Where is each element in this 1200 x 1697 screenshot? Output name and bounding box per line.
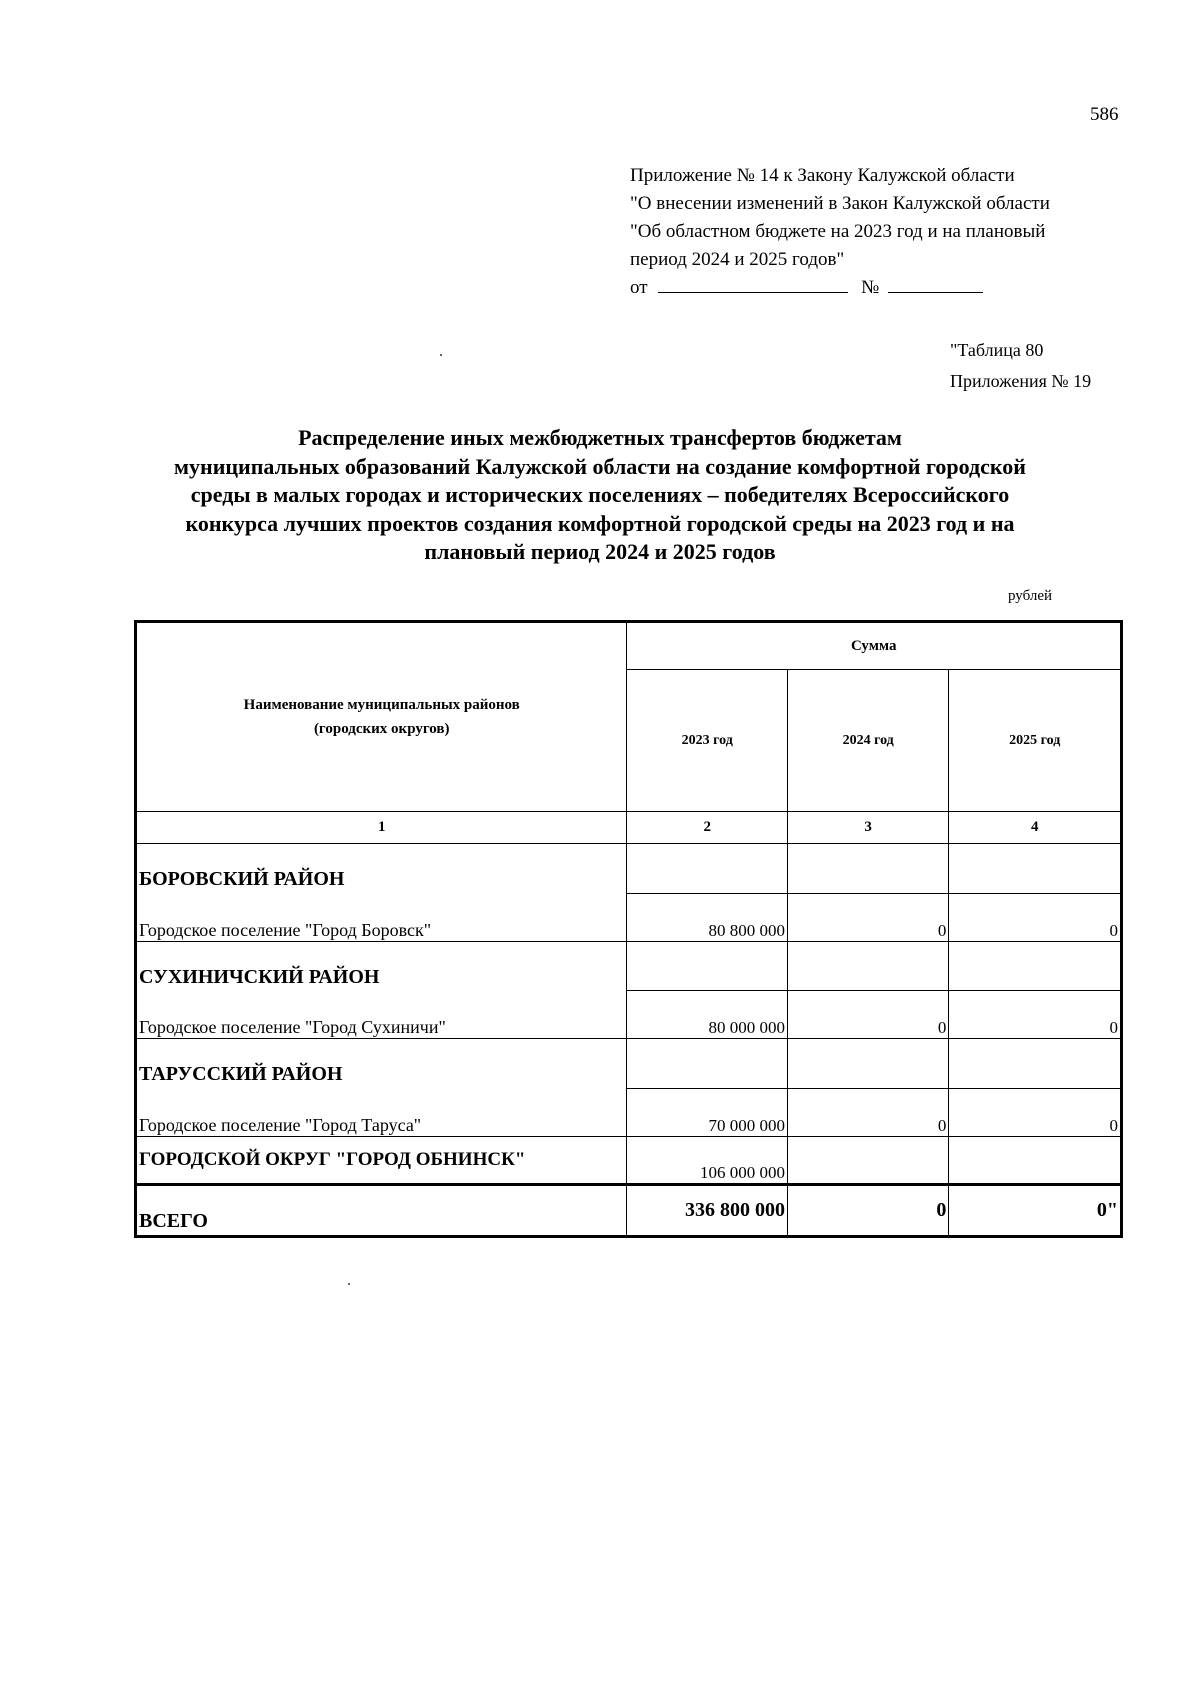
header-name-line2: (городских округов)	[313, 721, 450, 737]
appendix-line: "О внесении изменений в Закон Калужской области	[630, 193, 1050, 214]
region-row	[136, 844, 1122, 894]
table-row	[136, 1088, 1122, 1136]
table-row	[136, 991, 1122, 1039]
number-label: №	[861, 277, 880, 298]
date-label: от	[630, 277, 648, 298]
value-2023: 70 000 000	[627, 1088, 787, 1136]
settlement-name: Городское поселение "Город Сухиничи"	[136, 991, 627, 1039]
scan-speck	[440, 354, 442, 356]
empty-cell	[949, 844, 1122, 894]
header-row	[136, 622, 1122, 670]
table-row	[136, 1136, 1122, 1184]
header-sum: Сумма	[627, 622, 1122, 670]
value-2025: 0	[949, 991, 1122, 1039]
appendix-line: период 2024 и 2025 годов"	[630, 249, 845, 270]
value-2024: 0	[787, 893, 948, 941]
empty-cell	[787, 941, 948, 991]
value-2025: 0	[949, 893, 1122, 941]
date-blank	[658, 274, 848, 293]
empty-cell	[627, 941, 787, 991]
settlement-name: Городское поселение "Город Боровск"	[136, 893, 627, 941]
region-name: БОРОВСКИЙ РАЙОН	[136, 844, 627, 894]
title-line: Распределение иных межбюджетных трансфертов бюджетам	[298, 425, 902, 450]
title-line: среды в малых городах и исторических поселениях – победителях Всероссийского	[190, 482, 1010, 507]
col-number: 1	[136, 812, 627, 844]
value-2025: 0	[949, 1088, 1122, 1136]
value-2023: 80 000 000	[627, 991, 787, 1039]
table-ref-line: Приложения № 19	[950, 371, 1092, 391]
empty-cell	[627, 844, 787, 894]
distribution-table	[134, 620, 1123, 1238]
page-number: 586	[1090, 104, 1119, 125]
units-label: рублей	[1008, 588, 1053, 604]
settlement-name: Городское поселение "Город Таруса"	[136, 1088, 627, 1136]
col-number: 3	[787, 812, 948, 844]
region-name: СУХИНИЧСКИЙ РАЙОН	[136, 941, 627, 991]
total-2023: 336 800 000	[627, 1184, 787, 1236]
column-numbers-row	[136, 812, 1122, 844]
col-number: 4	[949, 812, 1122, 844]
table-ref-line: "Таблица 80	[950, 340, 1044, 360]
header-name-line1: Наименование муниципальных районов	[243, 697, 520, 713]
appendix-date-line	[630, 274, 1050, 302]
table-reference	[950, 335, 1091, 397]
col-number: 2	[627, 812, 787, 844]
header-2025: 2025 год	[949, 670, 1122, 812]
total-2024: 0	[787, 1184, 948, 1236]
value-2023: 80 800 000	[627, 893, 787, 941]
empty-cell	[787, 1136, 948, 1184]
header-2024: 2024 год	[787, 670, 948, 812]
value-2023: 106 000 000	[627, 1136, 787, 1184]
value-2024: 0	[787, 991, 948, 1039]
empty-cell	[949, 1039, 1122, 1089]
title-line: плановый период 2024 и 2025 годов	[424, 539, 776, 564]
header-2023: 2023 год	[627, 670, 787, 812]
title-line: конкурса лучших проектов создания комфортной городской среды на 2023 год и на	[185, 510, 1015, 536]
appendix-header	[630, 162, 1050, 302]
document-title	[100, 424, 1100, 567]
okrug-name: ГОРОДСКОЙ ОКРУГ "ГОРОД ОБНИНСК"	[136, 1136, 627, 1184]
table-row	[136, 893, 1122, 941]
empty-cell	[949, 941, 1122, 991]
total-row	[136, 1184, 1122, 1236]
region-row	[136, 941, 1122, 991]
region-name: ТАРУССКИЙ РАЙОН	[136, 1039, 627, 1089]
header-name	[136, 622, 627, 812]
number-blank	[888, 274, 983, 293]
empty-cell	[787, 844, 948, 894]
total-label: ВСЕГО	[136, 1184, 627, 1236]
empty-cell	[949, 1136, 1122, 1184]
empty-cell	[787, 1039, 948, 1089]
region-row	[136, 1039, 1122, 1089]
title-line: муниципальных образований Калужской области на создание комфортной городской	[174, 453, 1026, 479]
total-2025: 0"	[949, 1184, 1122, 1236]
appendix-line: "Об областном бюджете на 2023 год и на плановый	[630, 221, 1046, 242]
empty-cell	[627, 1039, 787, 1089]
value-2024: 0	[787, 1088, 948, 1136]
appendix-line: Приложение № 14 к Закону Калужской области	[630, 165, 1015, 186]
scan-speck	[348, 1283, 350, 1285]
